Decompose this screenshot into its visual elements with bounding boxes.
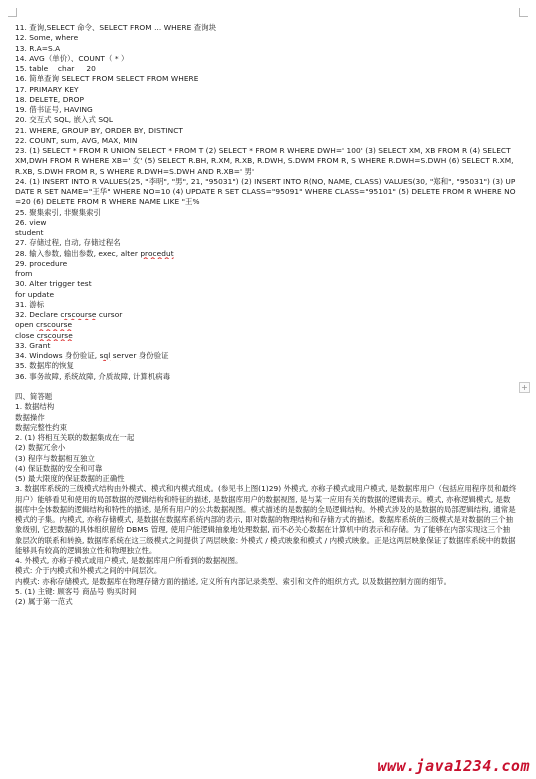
answer-line-34 (15, 351, 517, 361)
answer-line: 模式: 介于内模式和外模式之间的中间层次。 (15, 566, 162, 576)
answer-line: 1. 数据结构 (15, 402, 55, 412)
answer-line: 数据操作 (15, 412, 45, 422)
answer-line: 18. DELETE, DROP (15, 94, 85, 104)
answer-line: 21. WHERE, GROUP BY, ORDER BY, DISTINCT (15, 125, 183, 135)
answer-text: open (15, 320, 37, 330)
answer-line: 25. 聚集索引, 非聚集索引 (15, 207, 102, 217)
answer-line: (4) 保证数据的安全和可靠 (15, 463, 103, 473)
answer-line: 29. procedure (15, 258, 68, 268)
answer-paragraph-24: 24. (1) INSERT INTO R VALUES(25, "李明", "男", 21, "95031") (2) INSERT INTO R(NO, NAME, CLASS) VALUES(30, "郑和", "95031") (3) UPDATE R SET NAME="王华" WHERE NO=10 (4) UPDATE R SET CLASS="95091" WHERE CLASS="95101" (5) DELETE FROM R WHERE NO=20 (6) DELETE FROM R WHERE NAME LIKE "王% (15, 176, 516, 207)
scroll-marker-icon[interactable]: + (519, 382, 530, 393)
answer-line: 内模式: 亦称存储模式, 是数据库在物理存储方面的描述, 定义所有内部记录类型、索引和文件的组织方式, 以及数据控制方面的细节。 (15, 576, 452, 586)
answer-line: 16. 简单查询 SELECT FROM SELECT FROM WHERE (15, 74, 199, 84)
answer-line: (3) 程序与数据相互独立 (15, 453, 95, 463)
answer-line: 22. COUNT, sum, AVG, MAX, MIN (15, 135, 138, 145)
answer-line: 19. 借书证号, HAVING (15, 105, 93, 114)
blank-line (15, 382, 517, 392)
answer-line: 12. Some, where (15, 33, 79, 43)
answer-line-close (15, 331, 517, 341)
answer-text: 32. Declare (15, 310, 61, 319)
spellcheck-word: crscourse (60, 310, 97, 319)
answer-paragraph-3: 3. 数据库系统的三级模式结构由外模式、模式和内模式组成。(参见书上图(1)29) 外模式, 亦称子模式或用户模式, 是数据库用户（包括应用程序员和最终用户）能够看见和使用的局部数据的逻辑结构和特征的描述, 是数据库用户的数据视图, 是与某一应用有关的数据的逻辑表示。模式, 亦称逻辑模式, 是数据库中全体数据的逻辑结构和特性的描述, 是所有用户的公共数据视图。模式描述的是数据的全局逻辑结构。外模式涉及的是数据的局部逻辑结构, 通常是模式的子集。内模式, 亦称存储模式, 是数据在数据库系统内部的表示, 即对数据的物理结构和存储方式的描述。数据库系统的三级模式是对数据的三个抽象级别, 它把数据的具体组织留给 DBMS 管理, 使用户能逻辑抽象地处理数据, 而不必关心数据在计算机中的表示和存储。为了能够在内部实现这三个抽象层次的联系和转换, 数据库系统在这三级模式之间提供了两层映象: 外模式 / 模式映象和模式 / 内模式映象。正是这两层映象保证了数据库系统中的数据能够具有较高的逻辑独立性和物理独立性。 (15, 484, 517, 555)
answer-text: close (15, 330, 37, 340)
answer-line: 14. AVG（单价）、COUNT（ * ） (15, 53, 129, 63)
spellcheck-word: crscourse (36, 330, 73, 340)
answer-text: 28. 输入参数, 输出参数, exec, alter (15, 248, 141, 258)
spellcheck-word: sql (99, 351, 111, 360)
answer-line: 31. 游标 (15, 299, 45, 309)
answer-line: 36. 事务故障, 系统故障, 介质故障, 计算机病毒 (15, 371, 171, 381)
spellcheck-word: crscourse (36, 320, 73, 330)
answer-line: 2. (1) 将相互关联的数据集成在一起 (15, 433, 135, 442)
answer-line: 5. (1) 主键: 顾客号 商品号 购买时间 (15, 586, 137, 596)
site-watermark: www.java1234.com (377, 757, 530, 775)
answer-line: student (15, 228, 44, 237)
answer-line: 33. Grant (15, 340, 51, 350)
answer-line: 4. 外模式, 亦称子模式或用户模式, 是数据库用户所看到的数据视图。 (15, 556, 243, 565)
answer-line-open (15, 320, 517, 330)
answer-line: 13. R.A=S.A (15, 43, 61, 53)
spellcheck-word: procedut (140, 248, 174, 258)
answer-line: (5) 最大限度的保证数据的正确性 (15, 474, 125, 483)
answer-line: 15. table char 20 (15, 64, 96, 73)
answer-line: 11. 查询,SELECT 命令、SELECT FROM ... WHERE 查询块 (15, 23, 217, 32)
answer-line: 17. PRIMARY KEY (15, 84, 79, 94)
answer-line-32 (15, 310, 517, 320)
answer-line-28 (15, 249, 517, 259)
answer-line: from (15, 269, 33, 278)
answer-line: (2) 数据冗余小 (15, 443, 66, 453)
answer-text: cursor (96, 310, 123, 319)
answer-line: 27. 存储过程, 自动, 存储过程名 (15, 238, 121, 248)
answer-line: 26. view (15, 217, 47, 227)
answer-line: 30. Alter trigger test (15, 279, 92, 289)
page-corner-mark (519, 8, 528, 17)
answer-paragraph-23: 23. (1) SELECT * FROM R UNION SELECT * FROM T (2) SELECT * FROM R WHERE DWH=' 100' (3) SELECT XM, XB FROM R (4) SELECT XM,DWH FROM R WHERE XB=' 女' (5) SELECT R.BH, R.XM, R.XB, R.DWH, S.DWM FROM R, S WHERE R.DWH=S.DWH (6) SELECT R.XM, R.XB, S.DWH FROM R, S WHERE R.DWH=S.DWH AND R.XB=' 男' (15, 146, 514, 176)
answer-line: for update (15, 289, 55, 299)
section-heading: 四、简答题 (15, 392, 53, 401)
page-corner-mark (8, 8, 17, 17)
document-body (15, 23, 517, 607)
answer-line: 数据完整性约束 (15, 422, 68, 432)
answer-line: 35. 数据库的恢复 (15, 361, 74, 371)
answer-line: 20. 交互式 SQL, 嵌入式 SQL (15, 115, 114, 125)
answer-text: server 身份验证 (110, 351, 169, 360)
answer-line: (2) 属于第一范式 (15, 597, 73, 606)
answer-text: 34. Windows 身份验证, (15, 351, 100, 360)
